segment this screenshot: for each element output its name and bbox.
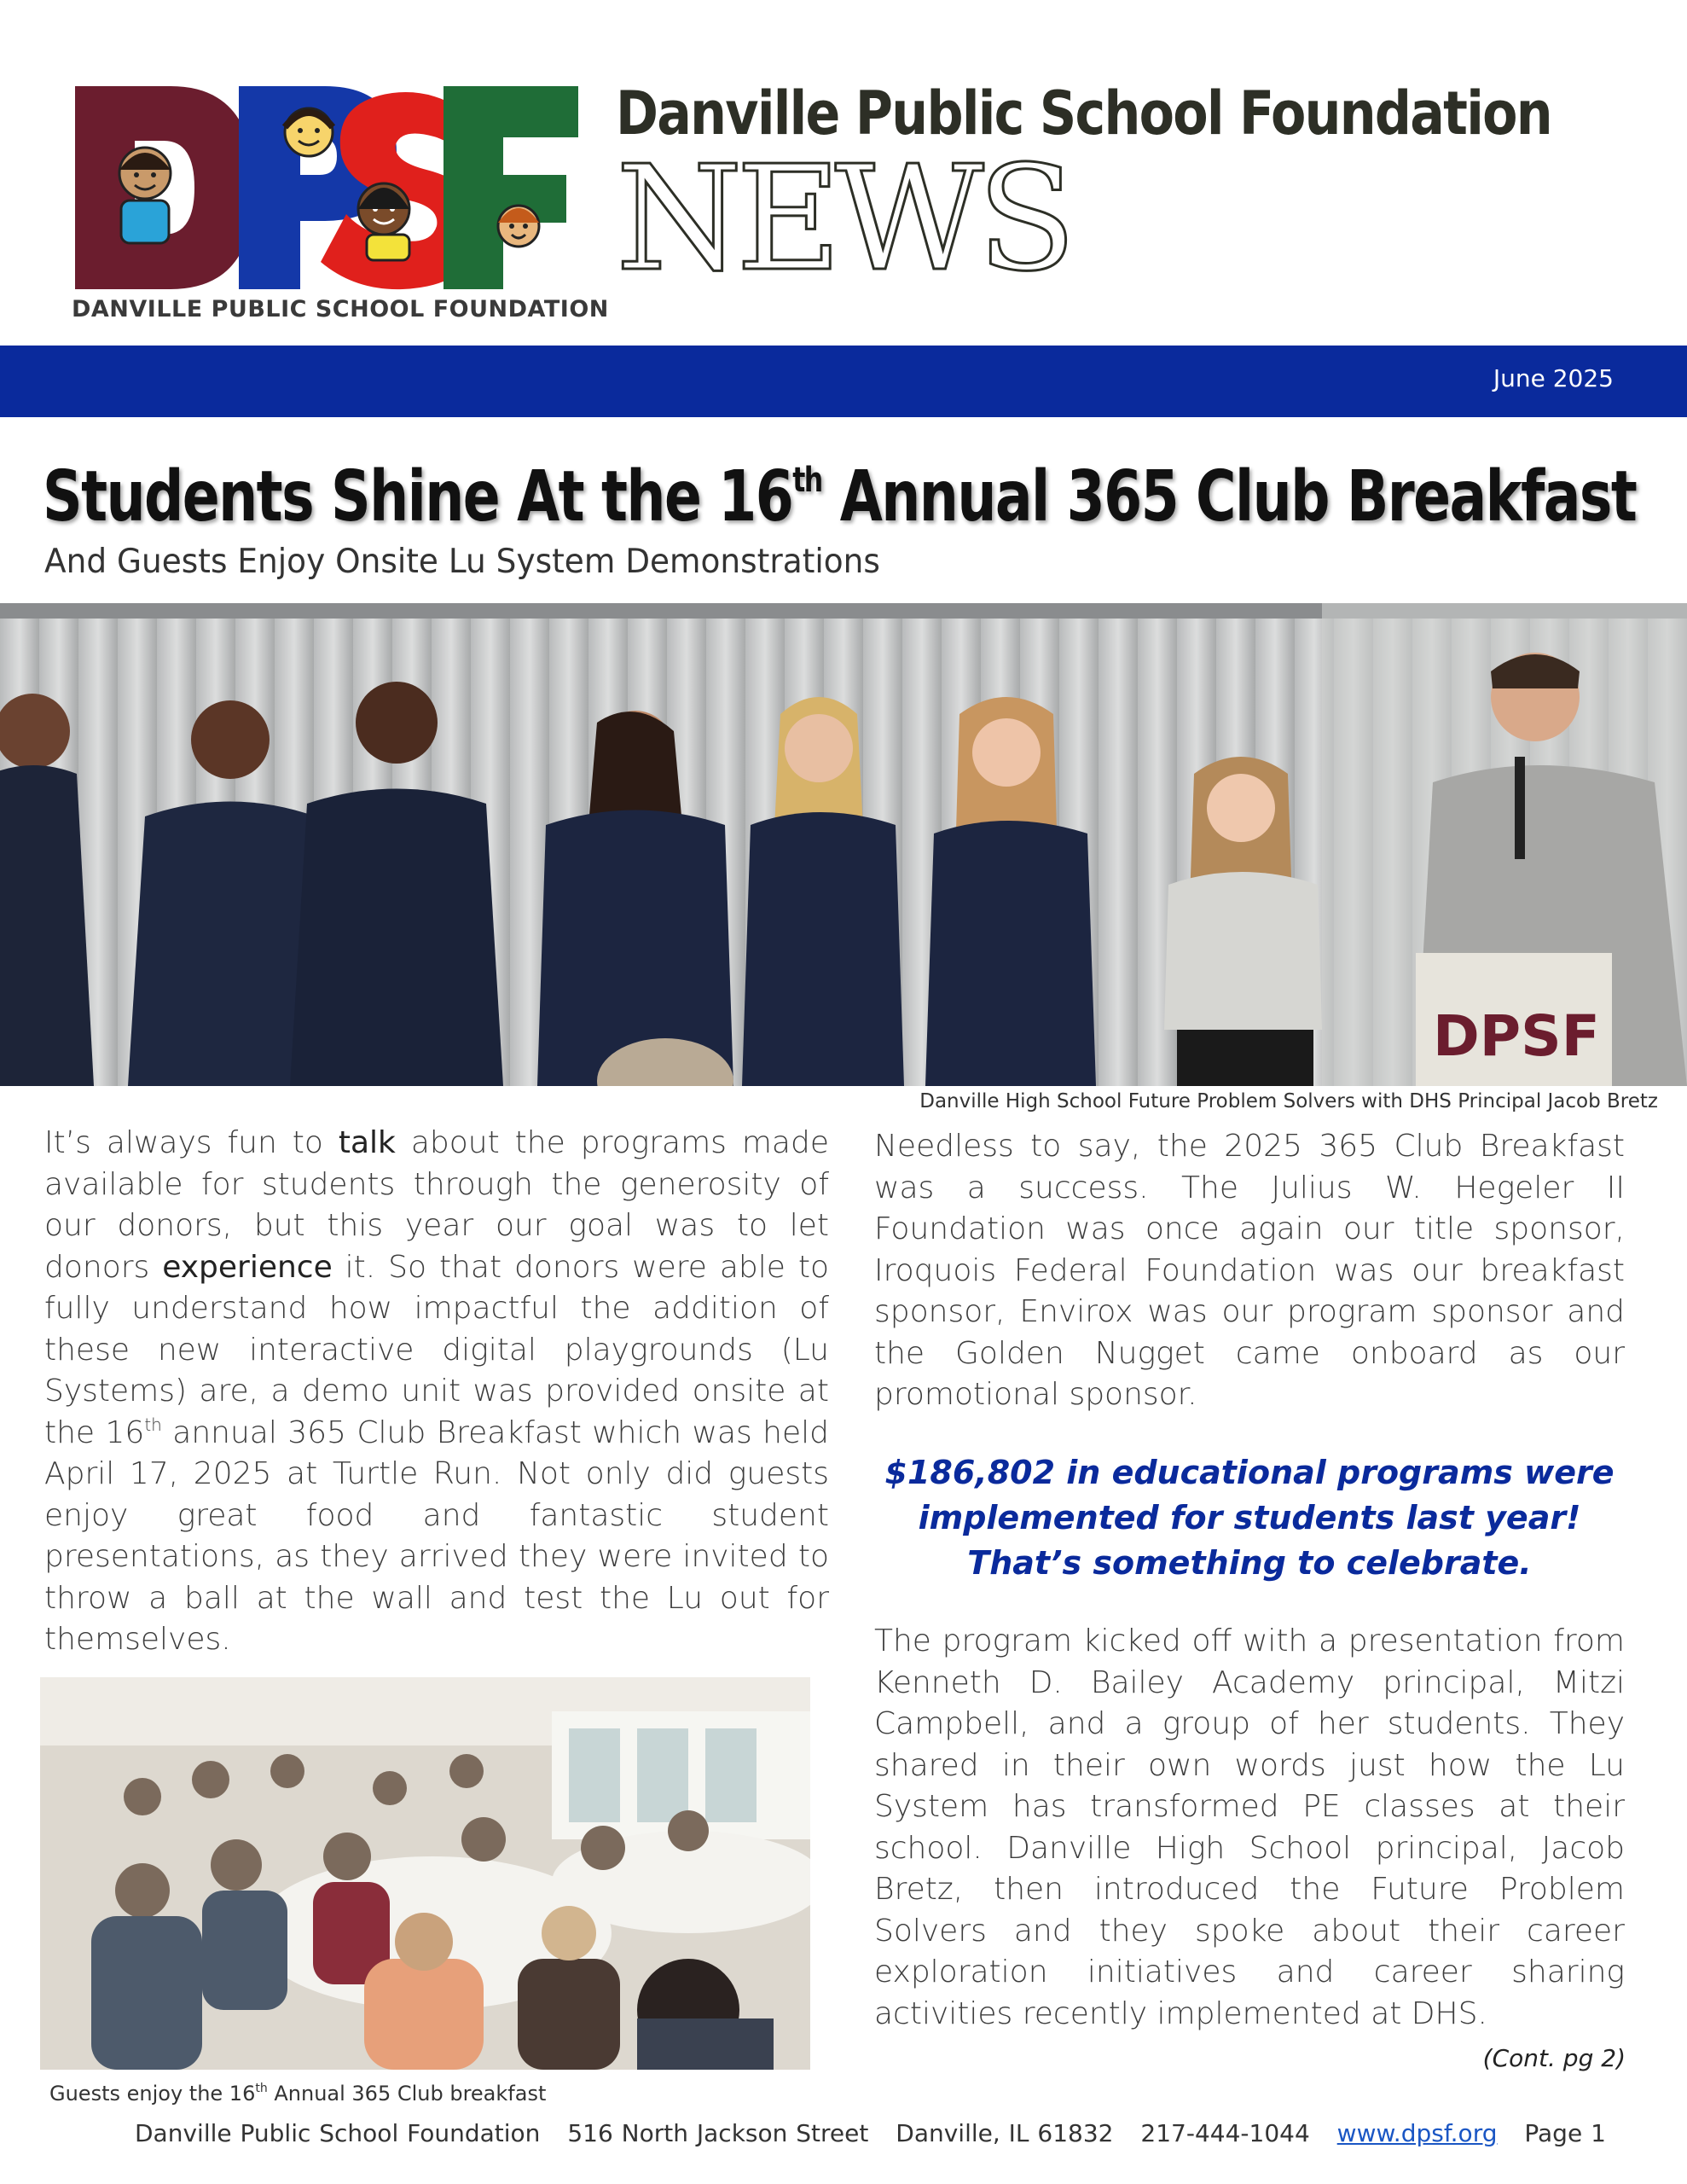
photo2-caption-pre: Guests enjoy the 16 [49, 2082, 256, 2106]
footer-website-link[interactable]: www.dpsf.org [1336, 2119, 1498, 2147]
sponsors-paragraph: Needless to say, the 2025 365 Club Breakfast was a success. The Julius W. Hegeler II Foundation was once again our title sponsor, Iroquois Federal Foundation was our breakfast sponsor, Envirox was our program sponsor and the Golden Nugget came onboard as our promotional sponsor. [874, 1129, 1625, 1412]
intro-emphasis-talk: talk [338, 1125, 396, 1160]
footer-address: 516 North Jackson Street [567, 2119, 869, 2147]
podium-logo: DPSF [1433, 1003, 1600, 1069]
article-right-column-top [874, 1126, 1625, 1416]
intro-text-1: It’s always fun to [44, 1125, 339, 1160]
dpsf-logo-graphic [68, 81, 580, 294]
intro-paragraph [44, 1123, 829, 1661]
masthead-title: Danville Public School Foundation [616, 78, 1551, 148]
headline-pre: Students Shine At the 16 [43, 456, 793, 537]
footer [135, 2119, 1625, 2147]
callout-line-3: That’s something to celebrate. [967, 1544, 1532, 1582]
issue-date: June 2025 [1493, 364, 1614, 392]
callout-line-1: $186,802 in educational programs were [884, 1454, 1615, 1491]
headline-post: Annual 365 Club Breakfast [821, 456, 1637, 537]
hero-caption: Danville High School Future Problem Solvers with DHS Principal Jacob Bretz [919, 1090, 1658, 1112]
photo2-caption-post: Annual 365 Club breakfast [267, 2082, 547, 2106]
footer-phone: 217-444-1044 [1140, 2119, 1310, 2147]
dpsf-logo [68, 81, 609, 337]
headline-sup: th [792, 461, 822, 500]
breakfast-photo-caption [49, 2082, 546, 2106]
intro-emphasis-experience: experience [162, 1249, 333, 1285]
article-left-column [44, 1123, 829, 1661]
date-band [0, 346, 1687, 417]
intro-sup: th [144, 1414, 162, 1435]
hero-photo [0, 603, 1687, 1086]
subheadline: And Guests Enjoy Onsite Lu System Demonstrations [44, 543, 880, 581]
masthead-news: NEWS [616, 135, 1070, 304]
callout-quote [874, 1450, 1625, 1586]
article-right-column-bottom [874, 1621, 1625, 2035]
intro-text-3: it. So that donors were able to fully understand how impactful the addition of these new interactive digital playgrounds (Lu Systems) are, a demo unit was provided onsite at the 16 [44, 1249, 829, 1450]
headline [43, 456, 1636, 537]
breakfast-photo [40, 1677, 810, 2070]
program-paragraph: The program kicked off with a presentation from Kenneth D. Bailey Academy principal, Mitzi Campbell, and a group of her students. They shared in their own words just how the Lu System has transformed PE classes at their school. Danville High School principal, Jacob Bretz, then introduced the Future Problem Solvers and they spoke about their career exploration initiatives and career sharing activities recently implemented at DHS. [874, 1623, 1625, 2031]
intro-text-4: annual 365 Club Breakfast which was held April 17, 2025 at Turtle Run. Not only did guests enjoy great food and fantastic student presentations, as they arrived they were invited to throw a ball at the wall and test the Lu out for themselves. [44, 1414, 829, 1657]
footer-page-number: Page 1 [1524, 2119, 1606, 2147]
footer-org: Danville Public School Foundation [135, 2119, 541, 2147]
callout-line-2: implemented for students last year! [918, 1499, 1581, 1536]
intro-text-2: about the programs made available for students through the generosity of our donors, but this year our goal was to let donors [44, 1125, 829, 1285]
continued-note: (Cont. pg 2) [1482, 2044, 1626, 2072]
podium [1416, 953, 1612, 1086]
logo-caption: DANVILLE PUBLIC SCHOOL FOUNDATION [72, 296, 609, 322]
footer-city: Danville, IL 61832 [896, 2119, 1114, 2147]
photo2-caption-sup: th [255, 2082, 268, 2095]
